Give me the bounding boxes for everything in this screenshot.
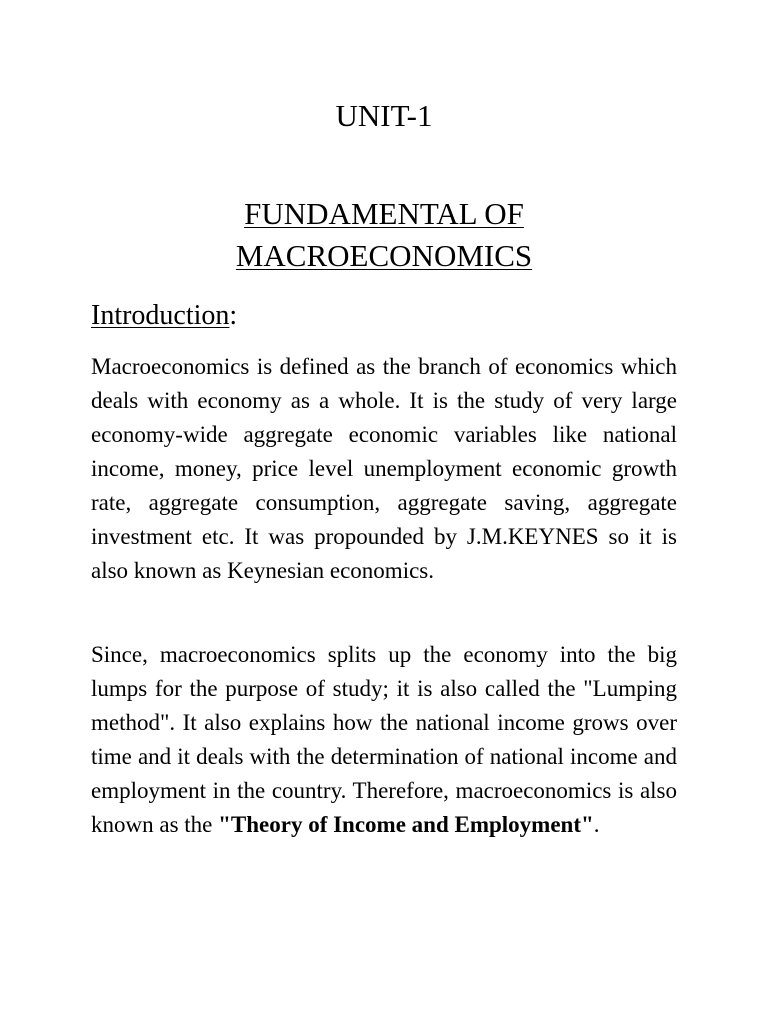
paragraph-2-bold-phrase: "Theory of Income and Employment" <box>218 812 594 837</box>
unit-title: UNIT-1 <box>335 98 433 133</box>
chapter-title-line-2: MACROECONOMICS <box>235 238 533 273</box>
introduction-heading <box>91 298 237 334</box>
chapter-title <box>0 193 768 277</box>
paragraph-2-end: . <box>593 812 600 837</box>
paragraph-2-text: Since, macroeconomics splits up the economy into the big lumps for the purpose of study; it is also called the "Lumping method". It also explains how the national income grows over time and it deals with the determination of national income and employment in the country. Therefore, macroeconomics is also known as the <box>91 642 677 837</box>
chapter-title-line-1: FUNDAMENTAL OF <box>244 196 524 231</box>
introduction-heading-colon: : <box>229 300 238 331</box>
paragraph-1: Macroeconomics is defined as the branch of economics which deals with economy as a whole. It is the study of very large economy-wide aggregate economic variables like national income, money, price level unemployment economic growth rate, aggregate consumption, aggregate saving, aggregate investment etc. It was propounded by J.M.KEYNES so it is also known as Keynesian economics. <box>91 354 677 583</box>
paragraph-2 <box>91 638 677 842</box>
introduction-heading-text: Introduction <box>91 300 230 331</box>
